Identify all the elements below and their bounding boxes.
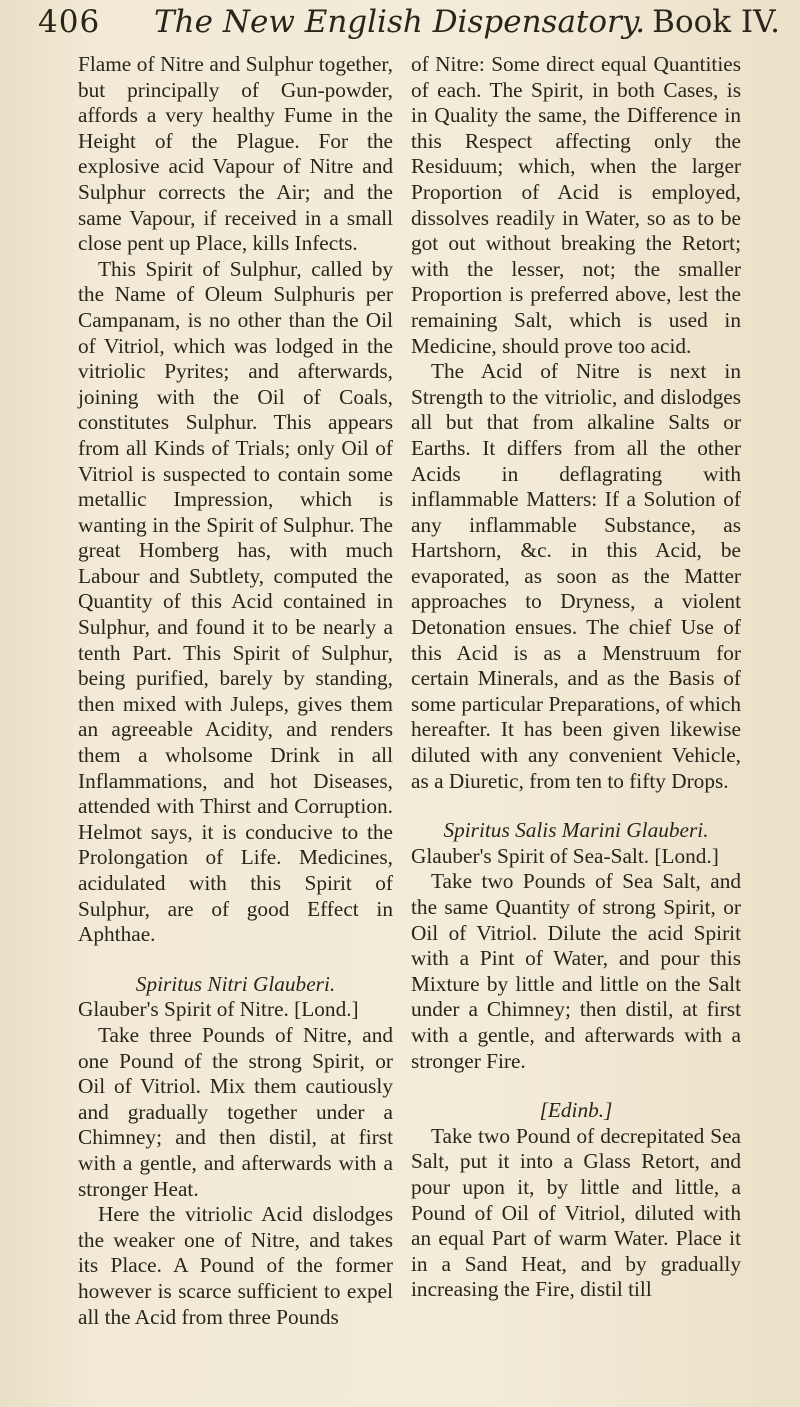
running-title: The New English Dispensatory. bbox=[154, 4, 646, 40]
section-heading-spiritus-salis: Spiritus Salis Marini Glauberi. bbox=[443, 818, 709, 843]
paragraph-acid-of-nitre: The Acid of Nitre is next in Strength to the vitriolic, and dislodges all but that from alkaline Salts or Earths. It differs from all the other Acids in deflagrating with inflammable Matters: If a Solution of any inflammable Substance, as Hartshorn, &c. in this Acid, be evaporated, as soon as the Matter approaches to Dryness, a violent Detonation ensues. The chief Use of this Acid is as a Menstruum for certain Minerals, and as the Basis of some particular Preparations, of which hereafter. It has been given likewise diluted with any convenient Vehicle, as a Diuretic, from ten to fifty Drops. bbox=[411, 359, 741, 793]
source-tag-edinb: [Edinb.] bbox=[539, 1098, 613, 1123]
section-subheading-glauber-sea-salt: Glauber's Spirit of Sea-Salt. [Lond.] bbox=[411, 843, 719, 868]
paragraph-vitriolic-acid: Here the vitriolic Acid dislodges the weaker one of Nitre, and takes its Place. A Pound of the former however is scarce sufficient to expel all the Acid from three Pounds bbox=[78, 1202, 393, 1329]
recipe-paragraph-nitre: Take three Pounds of Nitre, and one Pound of the strong Spirit, or Oil of Vitriol. Mix them cautiously and gradually together under a Chimney; and then distil, at first with a gentle, and afterwards with a stronger Heat. bbox=[78, 1022, 393, 1201]
paragraph-of-nitre-continued: of Nitre: Some direct equal Quantities of each. The Spirit, in both Cases, is in Quality the same, the Difference in this Respect affecting only the Residuum; which, when the larger Proportion of Acid is employed, dissolves readily in Water, so as to be got out without breaking the Retort; with the lesser, not; the smaller Proportion is preferred above, lest the remaining Salt, which is used in Medicine, should prove too acid. bbox=[411, 52, 741, 358]
running-header bbox=[38, 4, 788, 48]
section-heading-spiritus-nitri: Spiritus Nitri Glauberi. bbox=[135, 971, 336, 996]
left-column bbox=[78, 52, 393, 1330]
recipe-paragraph-decrepitated-salt: Take two Pound of decrepitated Sea Salt, put it into a Glass Retort, and pour upon it, by little and little, a Pound of Oil of Vitriol, diluted with an equal Part of warm Water. Place it in a Sand Heat, and by gradually increasing the Fire, distil till bbox=[411, 1123, 741, 1302]
paragraph-spirit-of-sulphur: This Spirit of Sulphur, called by the Name of Oleum Sulphuris per Campanam, is no other than the Oil of Vitriol, which was lodged in the vitriolic Pyrites; and afterwards, joining with the Oil of Coals, constitutes Sulphur. This appears from all Kinds of Trials; only Oil of Vitriol is suspected to contain some metallic Impression, which is wanting in the Spirit of Sulphur. The great Homberg has, with much Labour and Subtlety, computed the Quantity of this Acid contained in Sulphur, and found it to be nearly a tenth Part. This Spirit of Sulphur, being purified, barely by standing, then mixed with Juleps, gives them an agreeable Acidity, and renders them a wholsome Drink in all Inflammations, and hot Diseases, attended with Thirst and Corruption. Helmot says, it is conducive to the Prolongation of Life. Medicines, acidulated with this Spirit of Sulphur, are of good Effect in Aphthae. bbox=[78, 256, 393, 947]
page-number: 406 bbox=[38, 4, 101, 40]
recipe-paragraph-sea-salt: Take two Pounds of Sea Salt, and the same Quantity of strong Spirit, or Oil of Vitriol. Dilute the acid Spirit with a Pint of Water, and pour this Mixture by little and little on the Salt under a Chimney; then distil, at first with a gentle, and afterwards with a stronger Fire. bbox=[411, 869, 741, 1073]
book-number: Book IV. bbox=[652, 4, 780, 40]
right-column bbox=[411, 52, 741, 1303]
paragraph-flame-of-nitre: Flame of Nitre and Sulphur together, but principally of Gun-powder, affords a very healthy Fume in the Height of the Plague. For the explosive acid Vapour of Nitre and Sulphur corrects the Air; and the same Vapour, if received in a small close pent up Place, kills Infects. bbox=[78, 52, 393, 256]
section-subheading-glauber-nitre: Glauber's Spirit of Nitre. [Lond.] bbox=[78, 997, 359, 1022]
